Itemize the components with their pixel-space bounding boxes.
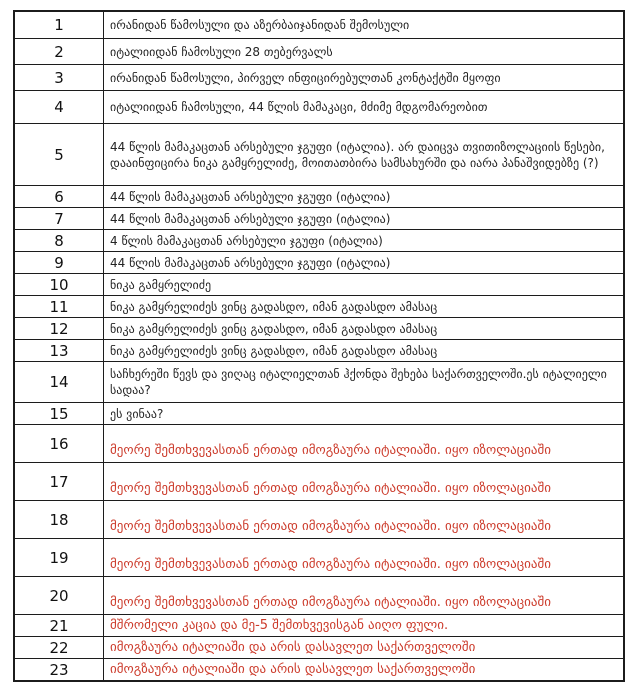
table-row <box>15 90 623 123</box>
table-row <box>15 251 623 273</box>
table-row <box>15 38 623 64</box>
row-number: 1 <box>15 12 104 38</box>
row-description: იტალიიდან ჩამოსული 28 თებერვალს <box>110 44 333 59</box>
row-number: 3 <box>15 65 104 90</box>
row-number: 5 <box>15 124 104 185</box>
row-number: 8 <box>15 230 104 251</box>
table-row <box>15 185 623 207</box>
row-description: ეს ვინაა? <box>110 406 164 421</box>
table-row <box>15 361 623 402</box>
table-row <box>15 500 623 538</box>
row-description: ნიკა გამყრელიძეს ვინც გადასდო, იმან გადასდო ამასაც <box>110 321 438 336</box>
row-description: მეორე შემთხვევასთან ერთად იმოგზაურა იტალიაში. იყო იზოლაციაში <box>110 519 551 534</box>
row-number: 23 <box>15 659 104 680</box>
row-number: 19 <box>15 539 104 576</box>
row-description: იტალიიდან ჩამოსული, 44 წლის მამაკაცი, მძიმე მდგომარეობით <box>110 100 488 114</box>
row-description: მეორე შემთხვევასთან ერთად იმოგზაურა იტალიაში. იყო იზოლაციაში <box>110 595 551 610</box>
row-description: ირანიდან წამოსული, პირველ ინფიცირებულთან კონტაქტში მყოფი <box>110 70 501 85</box>
table-row <box>15 424 623 462</box>
row-number: 16 <box>15 425 104 462</box>
row-description: 44 წლის მამაკაცთან არსებული ჯგუფი (იტალია) <box>110 211 391 226</box>
table-row <box>15 295 623 317</box>
table-row <box>15 636 623 658</box>
row-description: 44 წლის მამაკაცთან არსებული ჯგუფი (იტალია). არ დაიცვა თვითიზოლაციის წესები, დააინფიცირა ნიკა გამყრელიძე, მოითათბირა სამსახურში და იარა პანაშვიდებზე (?) <box>110 139 605 170</box>
row-description: იმოგზაურა იტალიაში და არის დასავლეთ საქართველოში <box>110 639 476 655</box>
table-row <box>15 207 623 229</box>
row-description: ნიკა გამყრელიძე <box>110 277 212 292</box>
table-row <box>15 462 623 500</box>
row-number: 11 <box>15 296 104 317</box>
row-description: მეორე შემთხვევასთან ერთად იმოგზაურა იტალიაში. იყო იზოლაციაში <box>110 557 551 572</box>
row-number: 2 <box>15 39 104 64</box>
row-description: ნიკა გამყრელიძეს ვინც გადასდო, იმან გადასდო ამასაც <box>110 343 438 358</box>
row-number: 20 <box>15 577 104 614</box>
table-row <box>15 123 623 185</box>
row-description: 44 წლის მამაკაცთან არსებული ჯგუფი (იტალია) <box>110 255 391 270</box>
row-number: 14 <box>15 362 104 402</box>
row-description: იმოგზაურა იტალიაში და არის დასავლეთ საქართველოში <box>110 661 476 677</box>
row-description: მშრომელი კაცია და მე-5 შემთხვევისგან აიღო ფული. <box>110 617 449 633</box>
table-row <box>15 658 623 680</box>
row-number: 21 <box>15 615 104 636</box>
row-number: 6 <box>15 186 104 207</box>
row-description: საჩხერეში წევს და ვიღაც იტალიელთან ჰქონდა შეხება საქართველოში.ეს იტალიელი სადაა? <box>110 367 607 397</box>
row-description: ნიკა გამყრელიძეს ვინც გადასდო, იმან გადასდო ამასაც <box>110 299 438 314</box>
row-number: 22 <box>15 637 104 658</box>
table-row <box>15 12 623 38</box>
row-description: მეორე შემთხვევასთან ერთად იმოგზაურა იტალიაში. იყო იზოლაციაში <box>110 443 551 458</box>
row-description: 4 წლის მამაკაცთან არსებული ჯგუფი (იტალია) <box>110 233 383 248</box>
table-row <box>15 229 623 251</box>
table-row <box>15 64 623 90</box>
row-number: 10 <box>15 274 104 295</box>
row-number: 9 <box>15 252 104 273</box>
row-number: 13 <box>15 340 104 361</box>
table-row <box>15 273 623 295</box>
table-row <box>15 538 623 576</box>
row-number: 4 <box>15 91 104 123</box>
row-number: 15 <box>15 403 104 424</box>
row-description: ირანიდან წამოსული და აზერბაიჯანიდან შემოსული <box>110 18 410 32</box>
row-description: მეორე შემთხვევასთან ერთად იმოგზაურა იტალიაში. იყო იზოლაციაში <box>110 481 551 496</box>
table-row <box>15 402 623 424</box>
table-row <box>15 317 623 339</box>
row-number: 18 <box>15 501 104 538</box>
row-description: 44 წლის მამაკაცთან არსებული ჯგუფი (იტალია) <box>110 189 391 204</box>
table-row <box>15 614 623 636</box>
table-row <box>15 339 623 361</box>
row-number: 17 <box>15 463 104 500</box>
cases-table <box>13 10 625 682</box>
row-number: 12 <box>15 318 104 339</box>
row-number: 7 <box>15 208 104 229</box>
table-row <box>15 576 623 614</box>
